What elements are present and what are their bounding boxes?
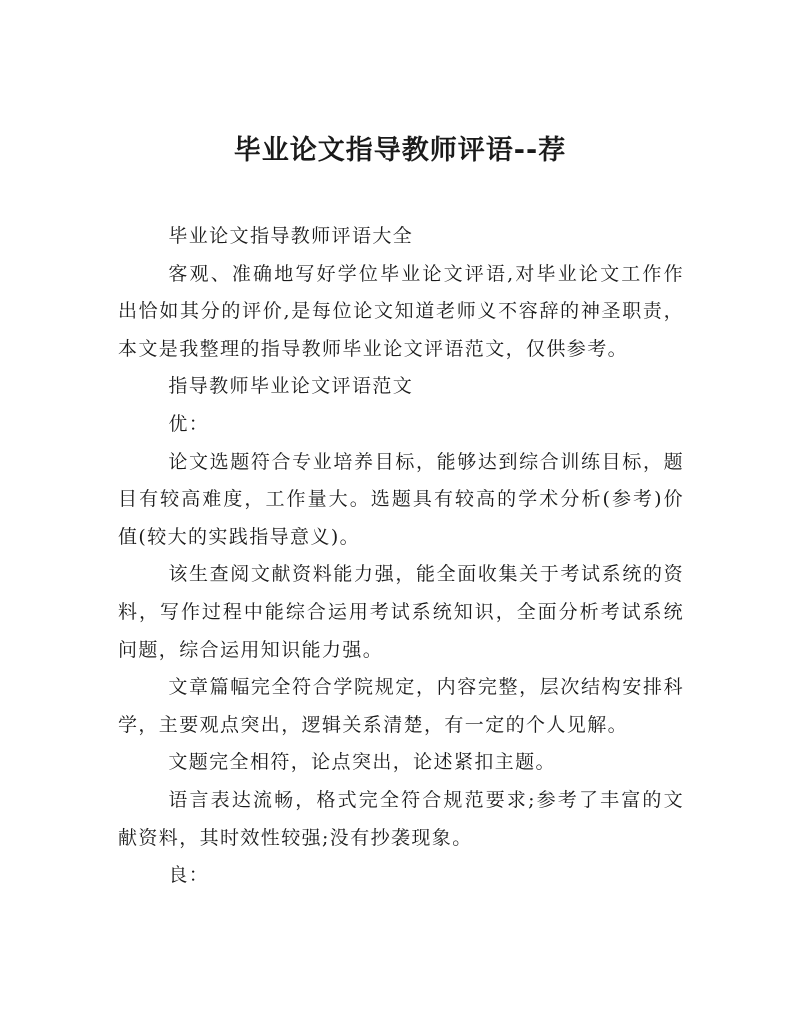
paragraph-argument: 文题完全相符，论点突出，论述紧扣主题。 — [168, 751, 556, 774]
document-body — [118, 218, 684, 895]
paragraph-language-format: 语言表达流畅，格式完全符合规范要求;参考了丰富的文献资料，其时效性较强;没有抄袭现象。 — [118, 788, 684, 849]
paragraph-heading-samples: 指导教师毕业论文评语范文 — [168, 375, 414, 398]
paragraph-structure: 文章篇幅完全符合学院规定，内容完整，层次结构安排科学，主要观点突出，逻辑关系清楚，有一定的个人见解。 — [118, 676, 684, 736]
document-title: 毕业论文指导教师评语--荐 — [233, 135, 567, 166]
paragraph-intro: 客观、准确地写好学位毕业论文评语,对毕业论文工作作出恰如其分的评价,是每位论文知道老师义不容辞的神圣职责，本文是我整理的指导教师毕业论文评语范文，仅供参考。 — [118, 262, 684, 360]
paragraph-heading-collection: 毕业论文指导教师评语大全 — [168, 225, 414, 247]
paragraph-literature-review: 该生查阅文献资料能力强，能全面收集关于考试系统的资料，写作过程中能综合运用考试系统知识，全面分析考试系统问题，综合运用知识能力强。 — [118, 563, 684, 661]
grade-label-excellent: 优： — [168, 412, 210, 435]
grade-label-good: 良： — [168, 864, 210, 887]
paragraph-topic-selection: 论文选题符合专业培养目标，能够达到综合训练目标，题目有较高难度，工作量大。选题具有较高的学术分析(参考)价值(较大的实践指导意义)。 — [118, 450, 684, 548]
